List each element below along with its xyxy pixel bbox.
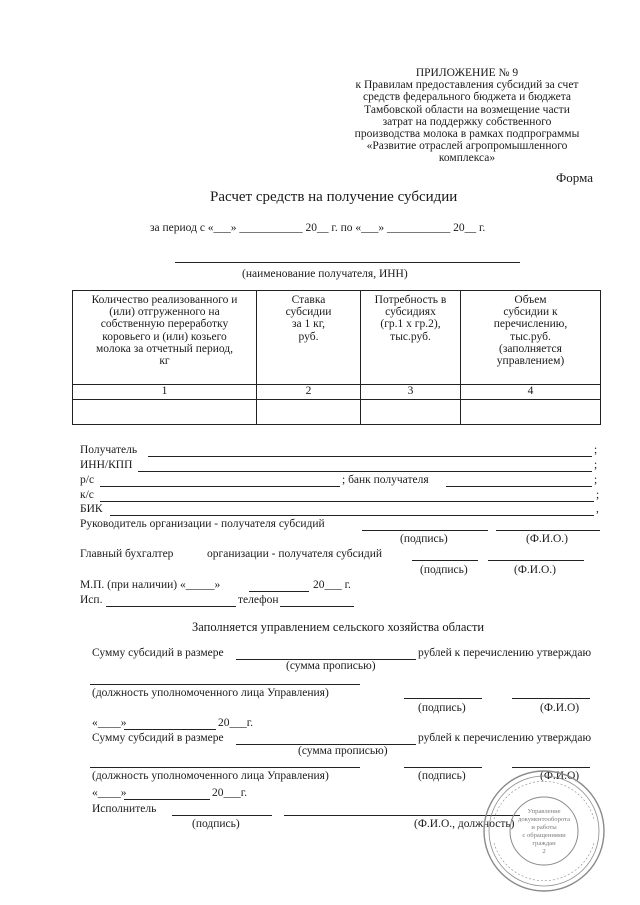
executor-short-line [106,606,236,607]
official-caption: (должность уполномоченного лица Управления) [92,687,329,699]
sum-caption: (сумма прописью) [286,660,376,672]
column-number: 4 [461,385,601,400]
official-signature-line [404,767,482,768]
appendix-line: комплекса» [438,152,496,165]
appendix-line: затрат на поддержку собственного [382,115,552,128]
header-volume [461,291,601,385]
stamp-line: и работы [531,824,557,831]
sum-caption: (сумма прописью) [298,745,388,757]
subsidy-table [72,290,601,425]
accountant-signature-line [412,560,478,561]
header-text: Количество реализованного и [91,294,238,306]
bik-line [110,515,594,516]
header-text: (заполняется [499,342,562,355]
recipient-label: Получатель [80,444,138,456]
official-line [90,767,360,768]
date-month-line [249,591,309,592]
sum-label: Сумму субсидий в размере [92,732,224,744]
header-text: коровьего и (или) козьего [102,330,227,343]
stamp-line: с обращениями [522,832,566,839]
appendix-line: «Развитие отраслей агропромышленного [366,140,568,153]
year-label: 20___г. [218,717,254,729]
official-line [90,684,360,685]
table-cell [257,400,361,425]
table-cell [461,400,601,425]
signature-caption: (подпись) [418,702,466,714]
ministry-heading: Заполняется управлением сельского хозяйства области [192,620,485,634]
header-text: управлением) [496,355,565,368]
header-text: субсидии к [503,306,558,319]
header-rate [257,291,361,385]
header-text: субсидии [285,306,332,319]
period-line: за период с «___» ___________ 20__ г. по «___» ___________ 20__ г. [150,222,486,234]
signature-caption: (подпись) [420,564,468,576]
corr-account-line [100,501,594,502]
header-text: кг [159,355,170,368]
head-label: Руководитель организации - получателя субсидий [80,518,325,530]
executor-caption: (Ф.И.О., должность) [414,818,515,830]
inn-kpp-line [138,471,592,472]
executor-signature-line [172,815,272,816]
signature-caption: (подпись) [418,770,466,782]
header-text: (или) отгруженного на [109,306,220,319]
date-line [124,729,216,730]
recipient-line [148,456,592,457]
bik-label: БИК [80,503,103,515]
date-open: «____» [92,787,127,799]
head-signature-line [362,530,488,531]
appendix-line: Тамбовской области на возмещение части [364,103,570,116]
signature-caption: (подпись) [400,533,448,545]
table-cell [361,400,461,425]
executor-label: Исполнитель [92,803,157,815]
year-label: 20___г. [212,787,248,799]
inn-kpp-label: ИНН/КПП [80,459,133,471]
stamp-date-label: М.П. (при наличии) «_____» [80,579,221,591]
table-cell [73,400,257,425]
header-text: за 1 кг, [291,318,326,331]
transfer-text: рублей к перечислению утверждаю [418,732,592,744]
header-text: Объем [514,294,547,306]
stamp-line: Управление [527,808,561,815]
fio-caption: (Ф.И.О.) [514,564,556,576]
semicolon: ; [594,474,598,486]
header-text: субсидиях [385,306,436,319]
semicolon: ; [594,459,598,471]
account-label: р/с [80,474,95,486]
column-number: 1 [73,385,257,400]
phone-label: телефон [238,594,279,606]
year-label: 20___ г. [313,579,351,591]
recipient-name-caption: (наименование получателя, ИНН) [242,268,408,280]
column-number: 2 [257,385,361,400]
accountant-fio-line [488,560,584,561]
corr-account-label: к/с [80,489,94,501]
official-caption: (должность уполномоченного лица Управления) [92,770,329,782]
executor-short-label: Исп. [80,594,103,606]
stamp-line: документооборота [517,816,571,823]
header-text: собственную переработку [100,318,229,331]
form-label: Форма [556,170,593,185]
fio-caption: (Ф.И.О) [540,770,580,782]
bank-line [446,486,592,487]
stamp-line: граждан [532,840,556,847]
accountant-label: Главный бухгалтер [80,548,174,560]
official-signature-line [404,698,482,699]
stamp-line: 2 [542,848,546,855]
header-text: перечислению, [493,318,568,331]
appendix-line: к Правилам предоставления субсидий за счет [355,79,579,92]
date-line [124,799,210,800]
appendix-line: средств федерального бюджета и бюджета [362,91,571,104]
sum-label: Сумму субсидий в размере [92,647,224,659]
recipient-name-line [175,262,520,263]
bank-label: ; банк получателя [342,474,429,486]
appendix-line: производства молока в рамках подпрограммы [354,128,580,141]
header-text: молока за отчетный период, [95,342,234,355]
column-number: 3 [361,385,461,400]
transfer-text: рублей к перечислению утверждаю [418,647,592,659]
semicolon: ; [596,489,600,501]
header-text: Потребность в [374,294,447,306]
semicolon: ; [594,444,598,456]
signature-caption: (подпись) [192,818,240,830]
account-line [100,486,340,487]
fio-caption: (Ф.И.О.) [526,533,568,545]
fio-caption: (Ф.И.О) [540,702,580,714]
round-stamp [480,767,608,895]
appendix-line: ПРИЛОЖЕНИЕ № 9 [415,67,519,79]
appendix-header [336,67,598,165]
header-quantity [73,291,257,385]
head-fio-line [496,530,600,531]
official-fio-line [512,698,590,699]
header-text: тыс.руб. [390,330,431,343]
accountant-org-label: организации - получателя субсидий [207,548,383,560]
comma: , [596,503,599,515]
header-text: руб. [298,330,319,343]
date-open: «____» [92,717,127,729]
header-need [361,291,461,385]
header-text: тыс.руб. [510,330,551,343]
page-title: Расчет средств на получение субсидии [210,189,458,205]
phone-line [280,606,354,607]
header-text: (гр.1 х гр.2), [380,318,441,331]
header-text: Ставка [291,294,326,306]
